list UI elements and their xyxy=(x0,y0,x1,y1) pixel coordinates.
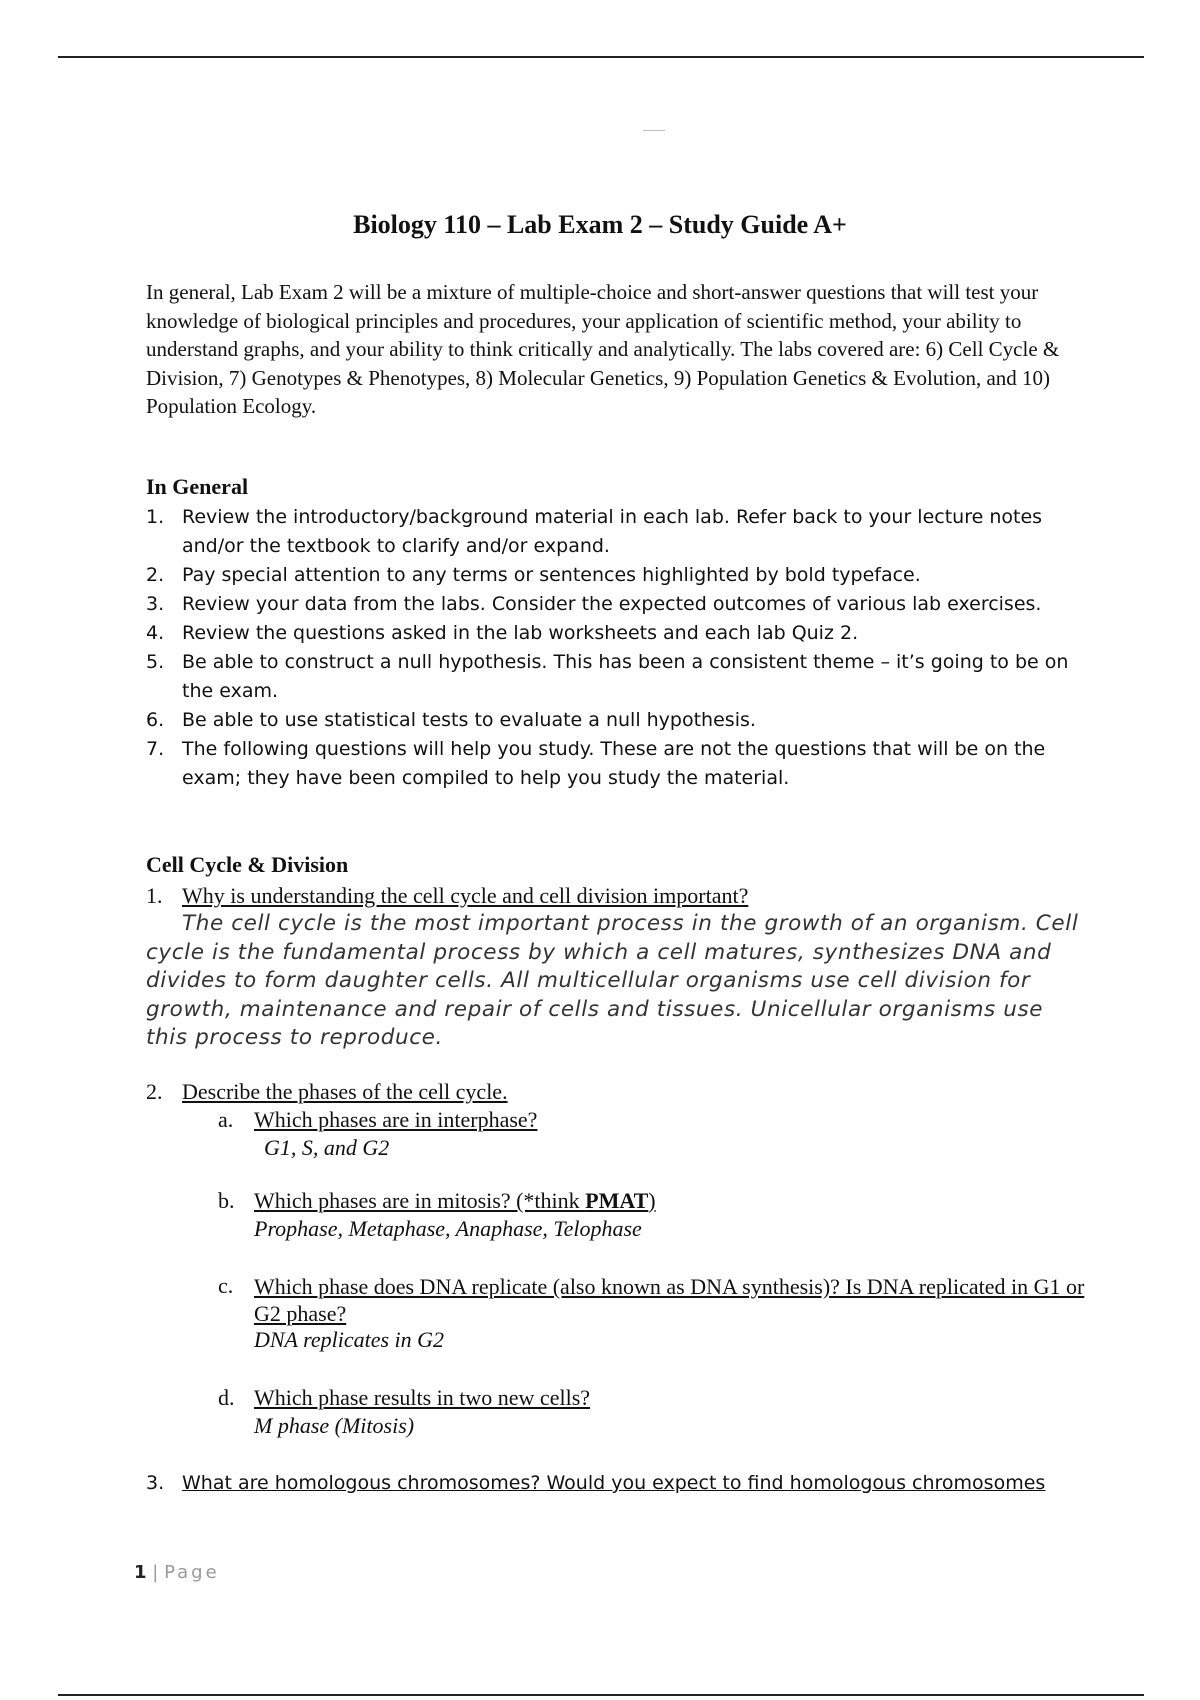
item-number: 4. xyxy=(146,622,165,644)
question-text: What are homologous chromosomes? Would you expect to find homologous chromosomes xyxy=(182,1472,1046,1494)
sub-question-text xyxy=(254,1188,656,1214)
item-number: 5. xyxy=(146,651,165,673)
list-item xyxy=(146,735,1092,793)
section-heading-in-general: In General xyxy=(146,474,249,499)
sub-answer: DNA replicates in G2 xyxy=(254,1327,445,1352)
item-number: 1. xyxy=(146,506,165,528)
section-heading-cell-cycle: Cell Cycle & Division xyxy=(146,852,349,877)
item-text: The following questions will help you study. These are not the questions that will be on the exam; they have been compiled to help you study the material. xyxy=(182,738,1046,789)
question-number: 1. xyxy=(146,883,163,908)
item-text: Review the questions asked in the lab worksheets and each lab Quiz 2. xyxy=(182,622,859,644)
sub-answer: M phase (Mitosis) xyxy=(254,1413,415,1438)
question-number: 2. xyxy=(146,1079,163,1104)
page-number: 1 xyxy=(134,1562,147,1583)
item-number: 2. xyxy=(146,564,165,586)
bottom-rule xyxy=(58,1694,1144,1696)
item-text: Pay special attention to any terms or sentences highlighted by bold typeface. xyxy=(182,564,921,586)
sub-letter: d. xyxy=(218,1385,235,1410)
sub-question-text: Which phase does DNA replicate (also known as DNA synthesis)? Is DNA replicated in G1 or G2 phase? xyxy=(254,1274,1085,1326)
item-number: 7. xyxy=(146,738,165,760)
general-list xyxy=(146,503,1092,793)
item-number: 3. xyxy=(146,593,165,615)
sub-answer: G1, S, and G2 xyxy=(264,1135,390,1160)
header-mark xyxy=(643,130,665,131)
item-number: 6. xyxy=(146,709,165,731)
item-text: Review your data from the labs. Consider the expected outcomes of various lab exercises. xyxy=(182,593,1042,615)
sub-letter: c. xyxy=(218,1273,234,1298)
sub-question-post: ) xyxy=(648,1188,656,1213)
sub-question-text: Which phase results in two new cells? xyxy=(254,1385,591,1410)
item-text: Be able to construct a null hypothesis. This has been a consistent theme – it’s going to be on the exam. xyxy=(182,651,1069,702)
sub-letter: b. xyxy=(218,1188,235,1213)
footer-separator: | xyxy=(152,1562,159,1583)
sub-letter: a. xyxy=(218,1107,234,1132)
question-text: Describe the phases of the cell cycle. xyxy=(182,1079,508,1104)
item-text: Be able to use statistical tests to evaluate a null hypothesis. xyxy=(182,709,756,731)
sub-question-text: Which phases are in interphase? xyxy=(254,1107,538,1132)
list-item xyxy=(146,503,1092,561)
list-item xyxy=(146,706,1092,735)
question-number: 3. xyxy=(146,1472,165,1494)
list-item xyxy=(146,590,1092,619)
list-item xyxy=(146,648,1092,706)
question-text: Why is understanding the cell cycle and cell division important? xyxy=(182,883,749,908)
document-title: Biology 110 – Lab Exam 2 – Study Guide A+ xyxy=(353,210,847,239)
answer-1: The cell cycle is the most important process in the growth of an organism. Cell cycle is the fundamental process by which a cell matures, synthesizes DNA and divides to form daughter cells. All multicellular organisms use cell division for growth, maintenance and repair of cells and tissues. Unicellular organisms use this process to reproduce. xyxy=(146,911,1079,1050)
sub-answer: Prophase, Metaphase, Anaphase, Telophase xyxy=(254,1216,642,1241)
sub-question-pre: Which phases are in mitosis? (*think xyxy=(254,1188,586,1213)
list-item xyxy=(146,619,1092,648)
list-item xyxy=(146,561,1092,590)
page-label: Page xyxy=(164,1562,220,1583)
item-text: Review the introductory/background material in each lab. Refer back to your lecture notes and/or the textbook to clarify and/or expand. xyxy=(182,506,1043,557)
intro-paragraph: In general, Lab Exam 2 will be a mixture of multiple-choice and short-answer questions that will test your knowledge of biological principles and procedures, your application of scientific method, your ability to understand graphs, and your ability to think critically and analytically. The labs covered are: 6) Cell Cycle & Division, 7) Genotypes & Phenotypes, 8) Molecular Genetics, 9) Population Genetics & Evolution, and 10) Population Ecology. xyxy=(146,280,1060,418)
top-rule xyxy=(58,56,1144,58)
sub-question-bold: PMAT xyxy=(585,1188,649,1213)
page-footer xyxy=(134,1562,220,1583)
